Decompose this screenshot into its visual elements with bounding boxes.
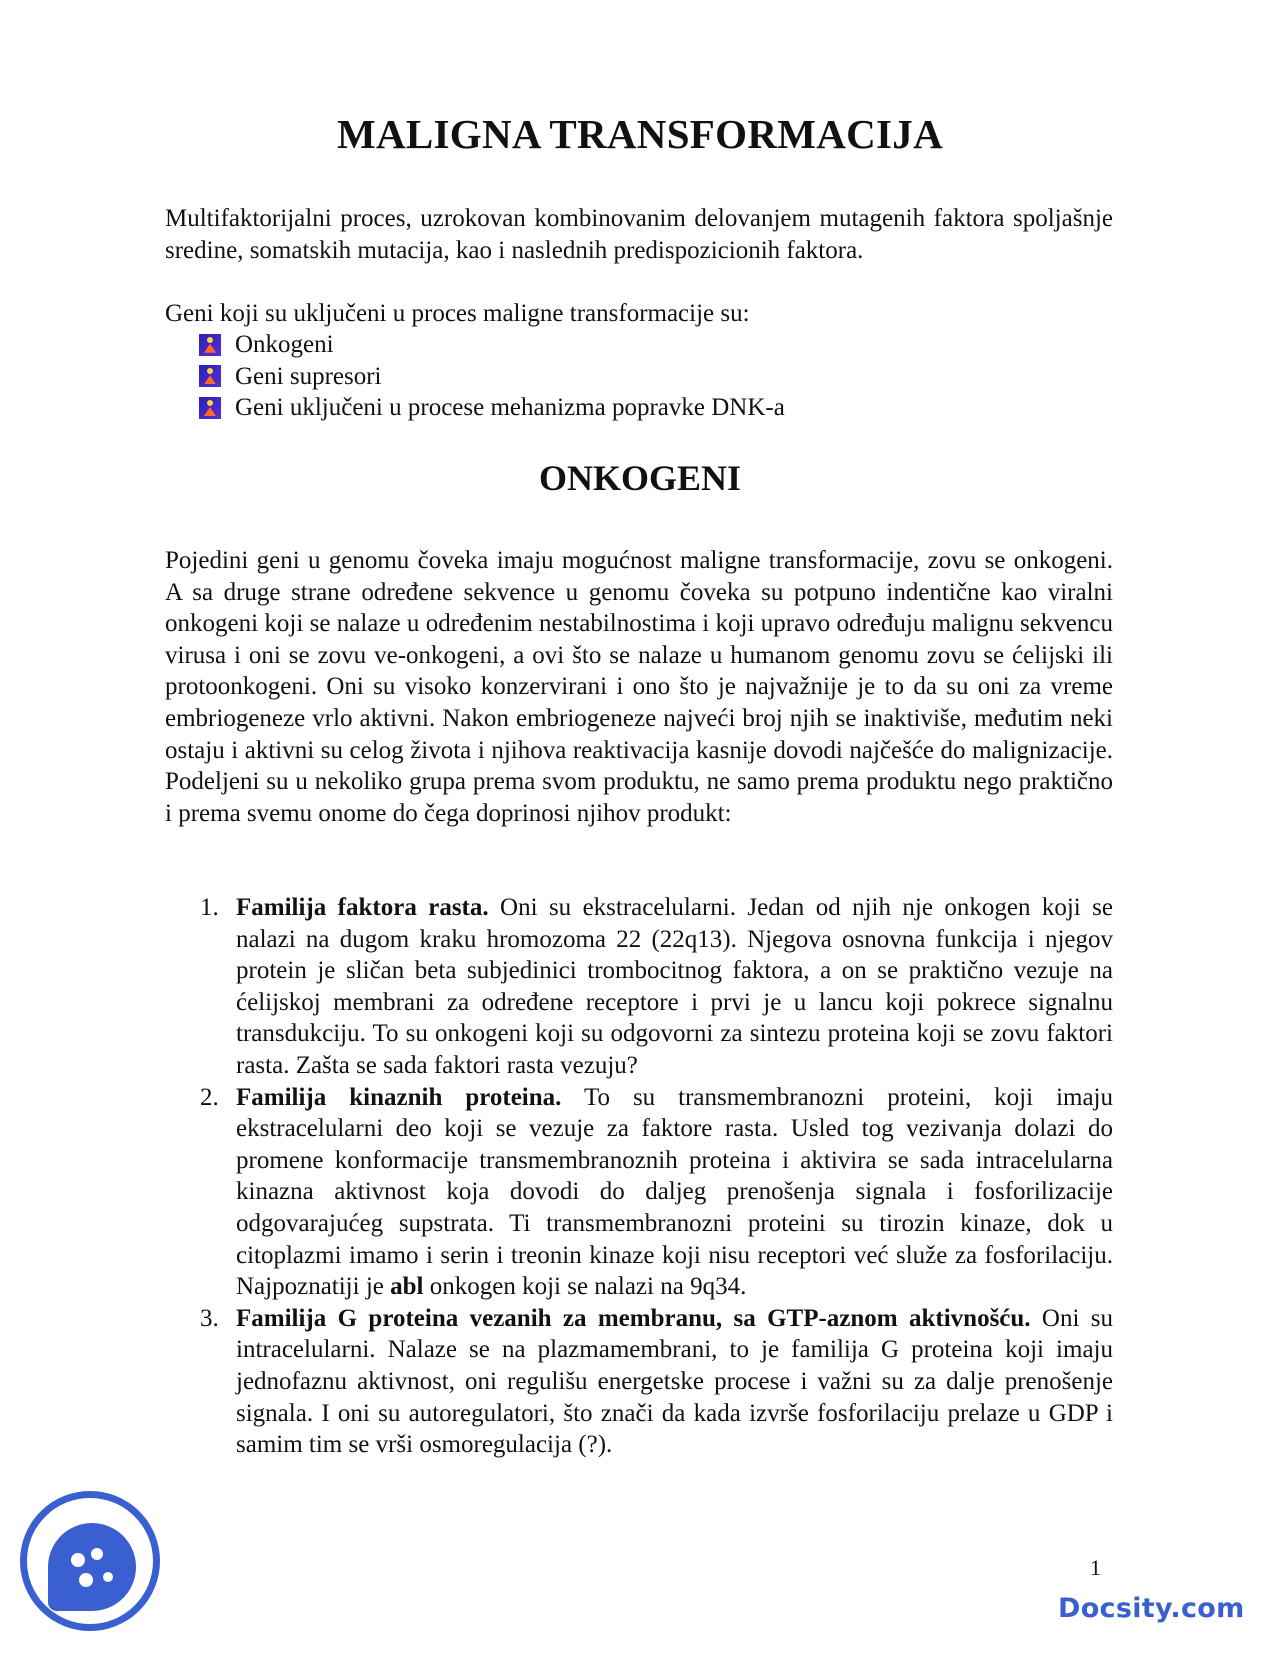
family-text: Oni su ekstracelularni. Jedan od njih nje onkogen koji se nalazi na dugom kraku hromozoma 22 (22q13). Njegova osnovna funkcija i njegov protein je sličan beta subjedinici trombocitnog faktora, a on se praktično vezuje na ćelijskoj membrani za određene receptore i prvi je u lancu koji pokrece signalnu transdukciju. To su onkogeni koji su odgovorni za sintezu proteina koji se zovu faktori rasta. Zašta se sada faktori rasta vezuju? [236,894,1113,1079]
list-item-label: Geni uključeni u procese mehanizma popravke DNK-a [235,394,785,422]
docsity-logo-icon[interactable] [20,1491,160,1631]
list-item [199,392,785,424]
family-heading: Familija G proteina vezanih za membranu, sa GTP-aznom aktivnošću. [236,1304,1031,1332]
family-heading: Familija faktora rasta. [236,894,489,921]
family-text: To su transmembranozni proteini, koji imaju ekstracelularni deo koji se vezuje za faktore rasta. Usled tog vezivanja dolazi do promene konformacije transmembranoznih proteina i aktivira se sada intracelularna kinazna aktivnost koja dovodi do daljeg prenošenja signala i fosforilizacije odgovarajućeg supstrata. Ti transmembranozni proteini su tirozin kinaze, dok u citoplazmi imamo i serin i treonin kinaze koji nisu receptori već služe za fosforilaciju. Najpoznatiji je [236,1083,1113,1301]
bullet-icon [199,397,221,419]
family-number: 3. [200,1304,219,1332]
families-list [200,892,1113,1461]
section-title: ONKOGENI [538,458,742,498]
list-item-label: Geni supresori [235,362,382,390]
family-item [200,1082,1113,1303]
family-text: Oni su intracelularni. Nalaze se na plazmamembrani, to je familija G proteina koji imaju jednofaznu aktivnost, oni regulišu energetske procese i važni su za dalje prenošenje signala. I oni su autoregulatori, što znači da kada izvrše fosforilaciju prelaze u GDP i samim tim se vrši osmoregulacija (?). [236,1304,1114,1459]
brand-link[interactable]: Docsity.com [1058,1593,1245,1624]
gene-list [199,329,785,424]
bullet-icon [199,334,221,356]
genes-intro: Geni koji su uključeni u proces maligne transformacije su: [165,300,750,327]
family-bold-term: abl [390,1273,424,1301]
family-number: 1. [200,894,219,921]
list-item [199,361,785,393]
bullet-icon [199,365,221,387]
onkogeni-paragraph: Pojedini geni u genomu čoveka imaju mogućnost maligne transformacije, zovu se onkogeni. A sa druge strane određene sekvence u genomu čoveka su potpuno indentične kao viralni onkogeni koji se nalaze u određenim nestabilnostima i koji upravo određuju malignu sekvencu virusa i oni se zovu ve-onkogeni, a ovi što se nalaze u humanom genomu zovu se ćelijski ili protoonkogeni. Oni su visoko konzervirani i ono što je najvažnije je to da su oni za vreme embriogeneze vrlo aktivni. Nakon embriogeneze najveći broj njih se inaktiviše, međutim neki ostaju i aktivni su celog života i njihova reaktivacija kasnije dovodi najčešće do malignizacije. Podeljeni su u nekoliko grupa prema svom produktu, ne samo prema produktu nego praktično i prema svemu onome do čega doprinosi njihov produkt: [165,547,1113,827]
page-title: MALIGNA TRANSFORMACIJA [336,111,944,157]
list-item-label: Onkogeni [235,331,334,358]
intro-paragraph: Multifaktorijalni proces, uzrokovan kombinovanim delovanjem mutagenih faktora spoljašnje sredine, somatskih mutacija, kao i naslednih predispozicionih faktora. [165,205,1113,264]
logo-drop-icon [48,1523,136,1611]
family-heading: Familija kinaznih proteina. [236,1083,562,1111]
list-item [199,329,785,361]
family-text-after: onkogen koji se nalazi na 9q34. [423,1273,747,1301]
family-number: 2. [200,1083,219,1111]
page-number: 1 [1090,1555,1101,1580]
family-item [200,1303,1113,1461]
family-item [200,892,1113,1082]
